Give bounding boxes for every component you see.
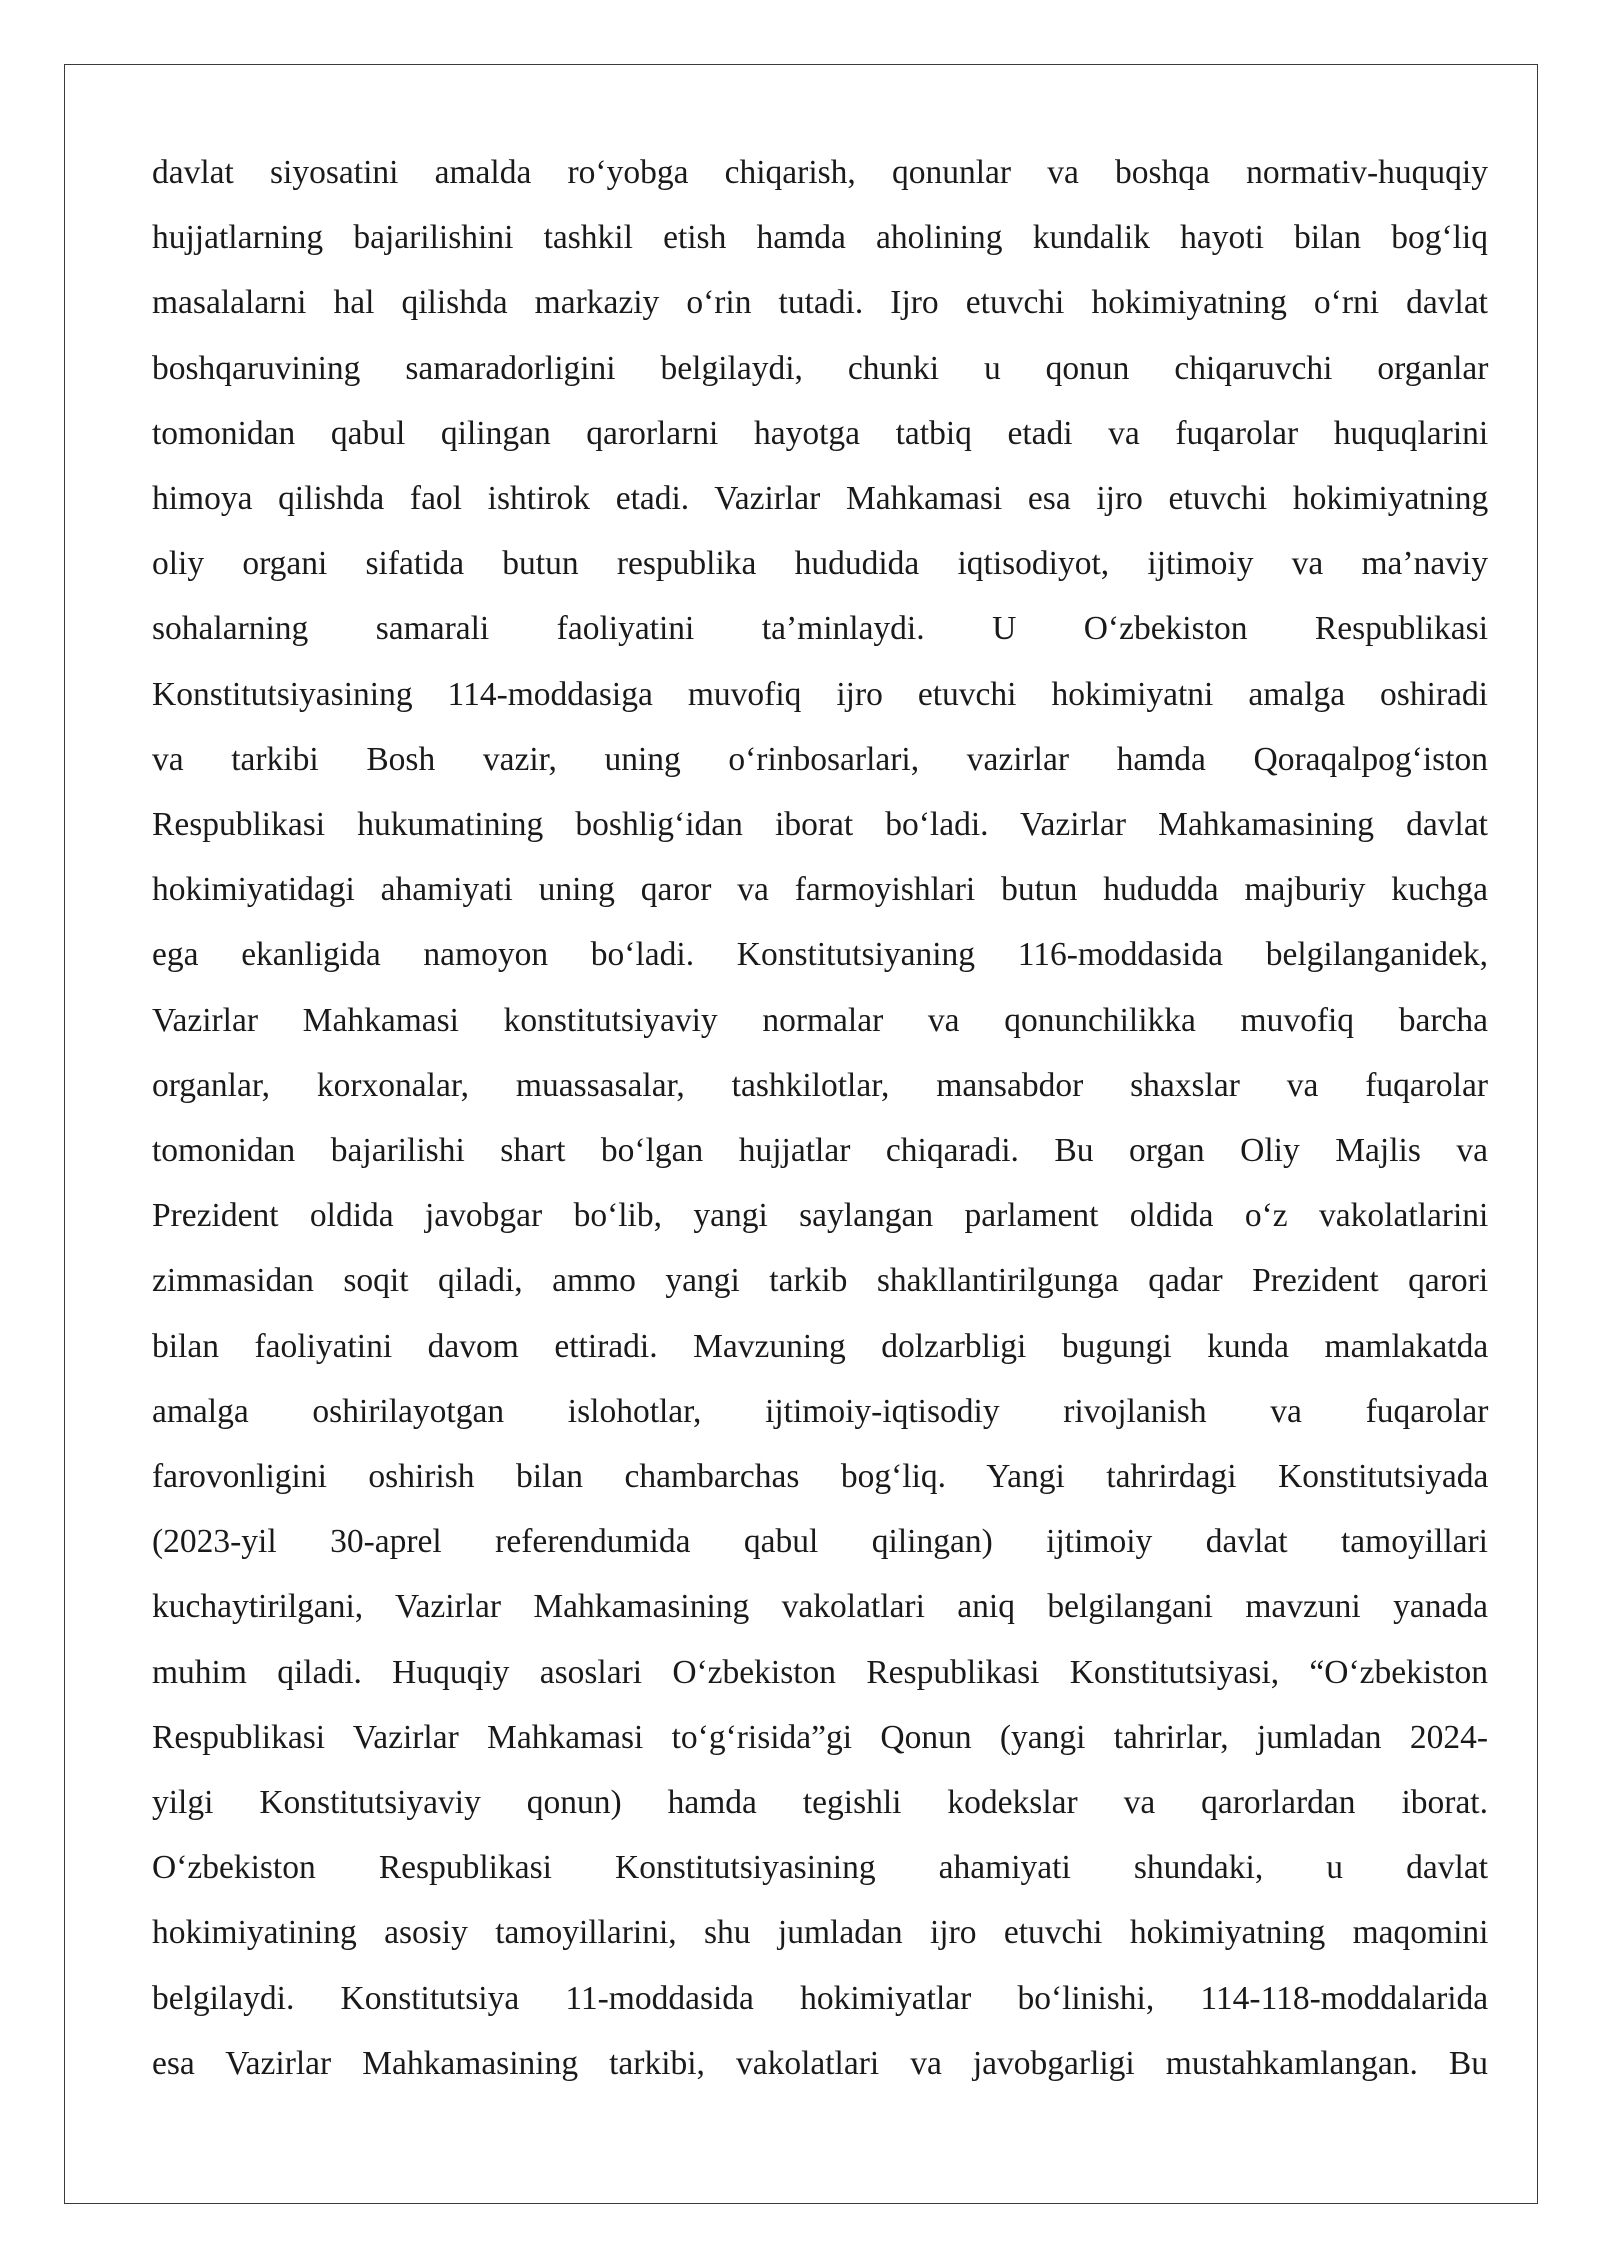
text-line: sohalarning samarali faoliyatini ta’minlaydi. U O‘zbekiston Respublikasi — [152, 610, 1488, 648]
text-line: O‘zbekiston Respublikasi Konstitutsiyasining ahamiyati shundaki, u davlat — [152, 1849, 1488, 1887]
text-line: oliy organi sifatida butun respublika hududida iqtisodiyot, ijtimoiy va ma’naviy — [152, 545, 1488, 583]
text-line: Vazirlar Mahkamasi konstitutsiyaviy normalar va qonunchilikka muvofiq barcha — [152, 1001, 1488, 1039]
text-line: va tarkibi Bosh vazir, uning o‘rinbosarlari, vazirlar hamda Qoraqalpog‘iston — [152, 740, 1488, 778]
text-line: davlat siyosatini amalda ro‘yobga chiqarish, qonunlar va boshqa normativ-huquqiy — [152, 154, 1488, 191]
text-line: Respublikasi Vazirlar Mahkamasi to‘g‘risida”gi Qonun (yangi tahrirlar, jumladan 2024- — [152, 1718, 1488, 1756]
text-line: (2023-yil 30-aprel referendumida qabul qilingan) ijtimoiy davlat tamoyillari — [152, 1523, 1488, 1561]
text-line: tomonidan bajarilishi shart bo‘lgan hujjatlar chiqaradi. Bu organ Oliy Majlis va — [152, 1132, 1488, 1170]
text-line: hokimiyatidagi ahamiyati uning qaror va farmoyishlari butun hududda majburiy kuchga — [152, 871, 1488, 909]
text-line: organlar, korxonalar, muassasalar, tashkilotlar, mansabdor shaxslar va fuqarolar — [152, 1066, 1488, 1104]
text-line: hokimiyatining asosiy tamoyillarini, shu jumladan ijro etuvchi hokimiyatning maqomini — [152, 1914, 1489, 1952]
text-line: belgilaydi. Konstitutsiya 11-moddasida hokimiyatlar bo‘linishi, 114-118-moddalarida — [152, 1979, 1489, 2017]
text-line: Respublikasi hukumatining boshlig‘idan iborat bo‘ladi. Vazirlar Mahkamasining davlat — [152, 806, 1488, 844]
text-line: hujjatlarning bajarilishini tashkil etish hamda aholining kundalik hayoti bilan bog‘liq — [152, 219, 1488, 257]
text-line: yilgi Konstitutsiyaviy qonun) hamda tegishli kodekslar va qarorlardan iborat. — [152, 1784, 1488, 1822]
text-line: zimmasidan soqit qiladi, ammo yangi tarkib shakllantirilgunga qadar Prezident qarori — [152, 1262, 1489, 1300]
text-line: Konstitutsiyasining 114-moddasiga muvofiq ijro etuvchi hokimiyatni amalga oshiradi — [152, 675, 1488, 713]
text-line: himoya qilishda faol ishtirok etadi. Vazirlar Mahkamasi esa ijro etuvchi hokimiyatning — [152, 480, 1489, 518]
text-line: bilan faoliyatini davom ettiradi. Mavzuning dolzarbligi bugungi kunda mamlakatda — [152, 1327, 1489, 1365]
text-line: ega ekanligida namoyon bo‘ladi. Konstitutsiyaning 116-moddasida belgilanganidek, — [152, 936, 1489, 974]
text-line: boshqaruvining samaradorligini belgilaydi, chunki u qonun chiqaruvchi organlar — [152, 349, 1489, 387]
body-paragraph — [152, 140, 1488, 2096]
text-line: tomonidan qabul qilingan qarorlarni hayotga tatbiq etadi va fuqarolar huquqlarini — [152, 414, 1489, 452]
text-line: masalalarni hal qilishda markaziy o‘rin tutadi. Ijro etuvchi hokimiyatning o‘rni davlat — [152, 284, 1488, 322]
text-line: amalga oshirilayotgan islohotlar, ijtimoiy-iqtisodiy rivojlanish va fuqarolar — [152, 1392, 1489, 1430]
text-line: kuchaytirilgani, Vazirlar Mahkamasining vakolatlari aniq belgilangani mavzuni yanada — [152, 1588, 1488, 1626]
text-line: Prezident oldida javobgar bo‘lib, yangi saylangan parlament oldida o‘z vakolatlarini — [152, 1197, 1489, 1235]
text-line: farovonligini oshirish bilan chambarchas bog‘liq. Yangi tahrirdagi Konstitutsiyada — [152, 1458, 1489, 1496]
text-line: muhim qiladi. Huquqiy asoslari O‘zbekiston Respublikasi Konstitutsiyasi, “O‘zbekiston — [152, 1653, 1488, 1691]
text-line: esa Vazirlar Mahkamasining tarkibi, vakolatlari va javobgarligi mustahkamlangan. Bu — [152, 2044, 1488, 2082]
